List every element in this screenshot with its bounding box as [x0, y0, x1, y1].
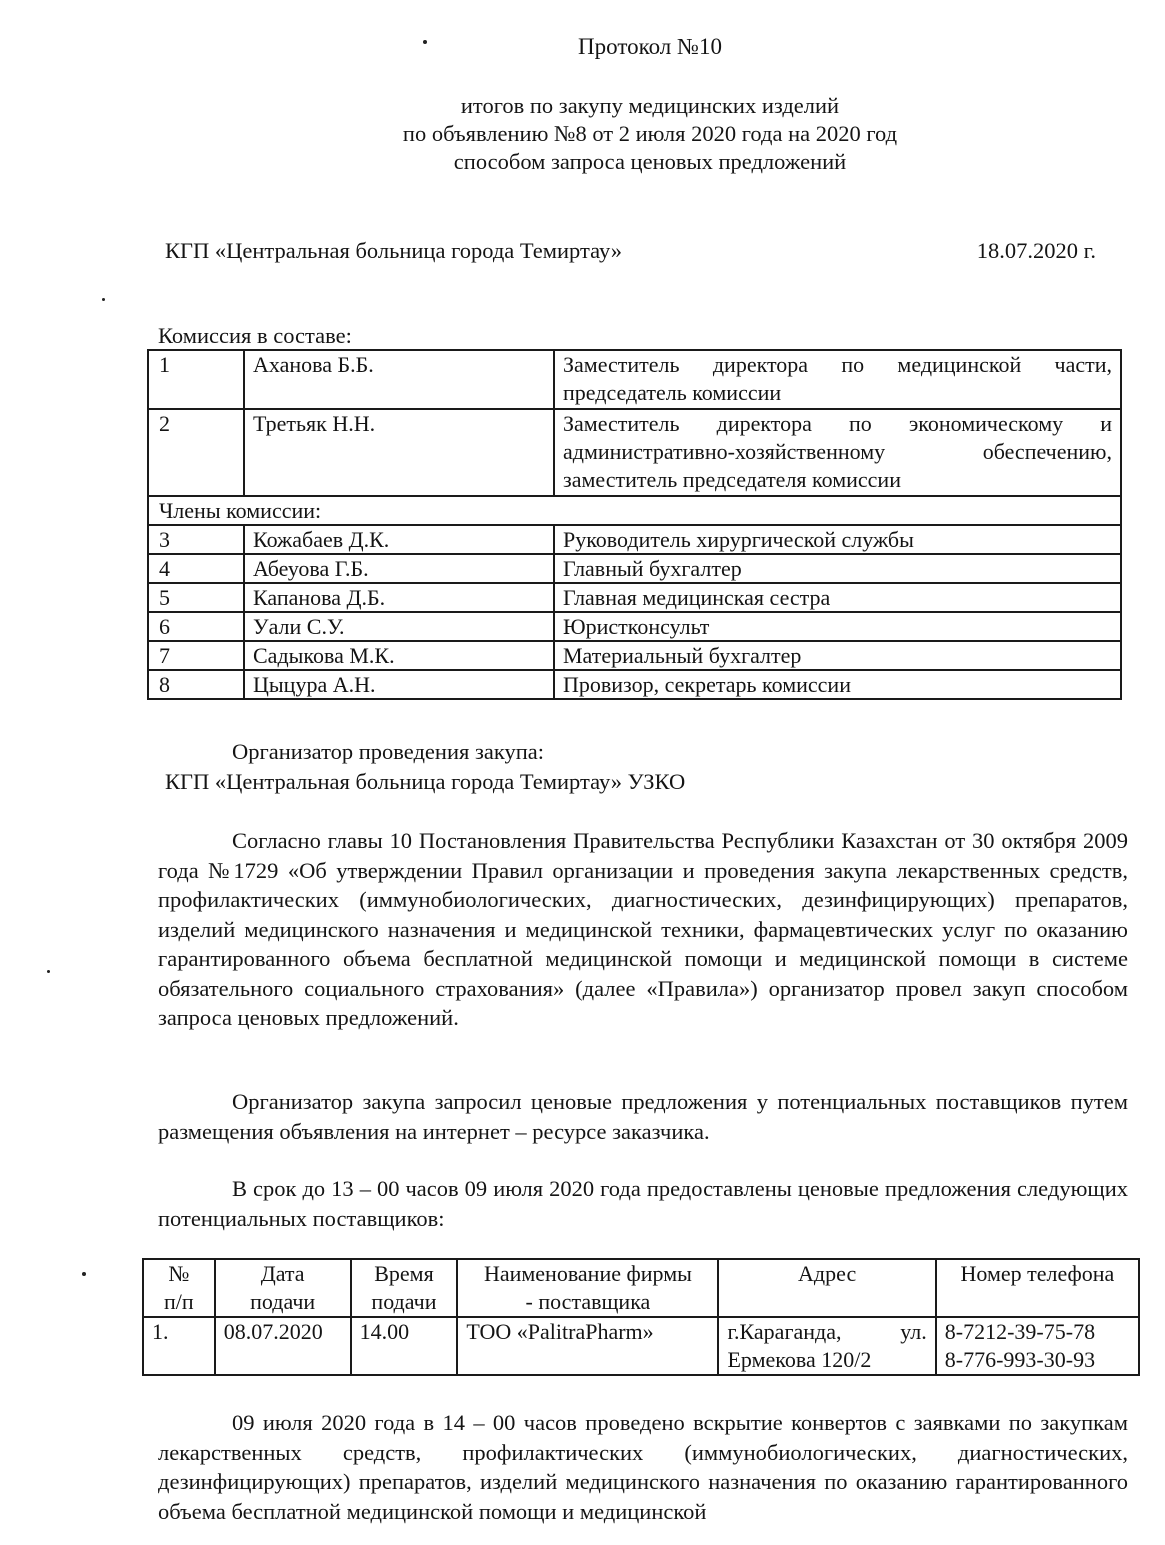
scan-speck [82, 1272, 86, 1276]
cell-phone [936, 1317, 1139, 1375]
organizer-label: Организатор проведения закупа: [232, 739, 544, 764]
column-header-time: Время подачи [351, 1259, 458, 1317]
table-row [148, 350, 1121, 409]
column-header-number: № п/п [143, 1259, 215, 1317]
paragraph-legal-basis [158, 826, 1128, 1033]
member-name: Третьяк Н.Н. [244, 409, 554, 496]
suppliers-table [142, 1258, 1140, 1376]
member-number: 2 [148, 409, 244, 496]
member-role: Главная медицинская сестра [554, 583, 1121, 612]
column-header-date: Дата подачи [215, 1259, 351, 1317]
commission-table [147, 349, 1122, 700]
table-row [148, 670, 1121, 699]
paragraph-request [158, 1087, 1128, 1146]
member-role: Провизор, секретарь комиссии [554, 670, 1121, 699]
member-number: 4 [148, 554, 244, 583]
scan-speck [102, 298, 105, 301]
member-number: 6 [148, 612, 244, 641]
member-role: Заместитель директора по экономическому и административно-хозяйственному обеспечению, заместитель председателя комиссии [554, 409, 1121, 496]
cell-time: 14.00 [351, 1317, 458, 1375]
phone-number: 8-7212-39-75-78 [944, 1319, 1096, 1344]
phone-number: 8-776-993-30-93 [944, 1347, 1096, 1372]
member-number: 7 [148, 641, 244, 670]
document-date: 18.07.2020 г. [976, 238, 1096, 263]
table-row [148, 612, 1121, 641]
subtitle-line: по объявлению №8 от 2 июля 2020 года на 2020 год [402, 121, 898, 146]
table-row [148, 554, 1121, 583]
member-name: Цыцура А.Н. [244, 670, 554, 699]
address-line: Ермекова 120/2 [727, 1347, 872, 1372]
members-label: Члены комиссии: [148, 496, 1121, 525]
column-header-phone: Номер телефона [936, 1259, 1139, 1317]
subtitle-line: итогов по закупу медицинских изделий [460, 93, 840, 118]
cell-number: 1. [143, 1317, 215, 1375]
member-role: Материальный бухгалтер [554, 641, 1121, 670]
member-name: Садыкова М.К. [244, 641, 554, 670]
table-row [148, 583, 1121, 612]
paragraph-text: 09 июля 2020 года в 14 – 00 часов проведено вскрытие конвертов с заявками по закупкам лекарственных средств, профилактических (иммунобиологических, диагностических, дезинфицирующих) препаратов, изделий медицинского назначения по оказанию гарантированного объема бесплатной медицинской помощи и медицинской [158, 1410, 1128, 1524]
scan-speck [47, 970, 50, 973]
table-row [143, 1317, 1139, 1375]
table-row [148, 496, 1121, 525]
column-header-address: Адрес [718, 1259, 935, 1317]
address-line: г.Караганда, ул. [727, 1319, 927, 1344]
member-number: 1 [148, 350, 244, 409]
organization-name: КГП «Центральная больница города Темиртау» [165, 238, 623, 263]
table-row [148, 409, 1121, 496]
member-name: Уали С.У. [244, 612, 554, 641]
table-row [148, 641, 1121, 670]
paragraph-text: Согласно главы 10 Постановления Правительства Республики Казахстан от 30 октября 2009 года №1729 «Об утверждении Правил организации и проведения закупа лекарственных средств, профилактических (иммунобиологических, диагностических, дезинфицирующих) препаратов, изделий медицинского назначения и медицинской техники, фармацевтических услуг по оказанию гарантированного объема бесплатной медицинской помощи и медицинской помощи в системе обязательного социального страхования» (далее «Правила») организатор провел закуп способом запроса ценовых предложений. [158, 828, 1128, 1030]
member-role: Заместитель директора по медицинской части, председатель комиссии [554, 350, 1121, 409]
organizer-name: КГП «Центральная больница города Темиртау» УЗКО [165, 769, 686, 794]
member-name: Капанова Д.Б. [244, 583, 554, 612]
document-title: Протокол №10 [578, 34, 722, 59]
paragraph-opening [158, 1408, 1128, 1526]
paragraph-deadline [158, 1174, 1128, 1233]
paragraph-text: Организатор закупа запросил ценовые предложения у потенциальных поставщиков путем размещения объявления на интернет – ресурсе заказчика. [158, 1089, 1128, 1144]
cell-company: ТОО «PalitraPharm» [457, 1317, 718, 1375]
member-number: 8 [148, 670, 244, 699]
member-number: 5 [148, 583, 244, 612]
cell-date: 08.07.2020 [215, 1317, 351, 1375]
member-name: Абеуова Г.Б. [244, 554, 554, 583]
table-header-row [143, 1259, 1139, 1317]
member-role: Руководитель хирургической службы [554, 525, 1121, 554]
member-name: Кожабаев Д.К. [244, 525, 554, 554]
column-header-company: Наименование фирмы - поставщика [457, 1259, 718, 1317]
member-role: Юристконсульт [554, 612, 1121, 641]
document-subtitle [330, 92, 970, 176]
subtitle-line: способом запроса ценовых предложений [453, 149, 847, 174]
member-number: 3 [148, 525, 244, 554]
table-row [148, 525, 1121, 554]
commission-label: Комиссия в составе: [158, 323, 352, 348]
paragraph-text: В срок до 13 – 00 часов 09 июля 2020 года предоставлены ценовые предложения следующих потенциальных поставщиков: [158, 1176, 1128, 1231]
member-role: Главный бухгалтер [554, 554, 1121, 583]
cell-address [718, 1317, 935, 1375]
member-name: Аханова Б.Б. [244, 350, 554, 409]
